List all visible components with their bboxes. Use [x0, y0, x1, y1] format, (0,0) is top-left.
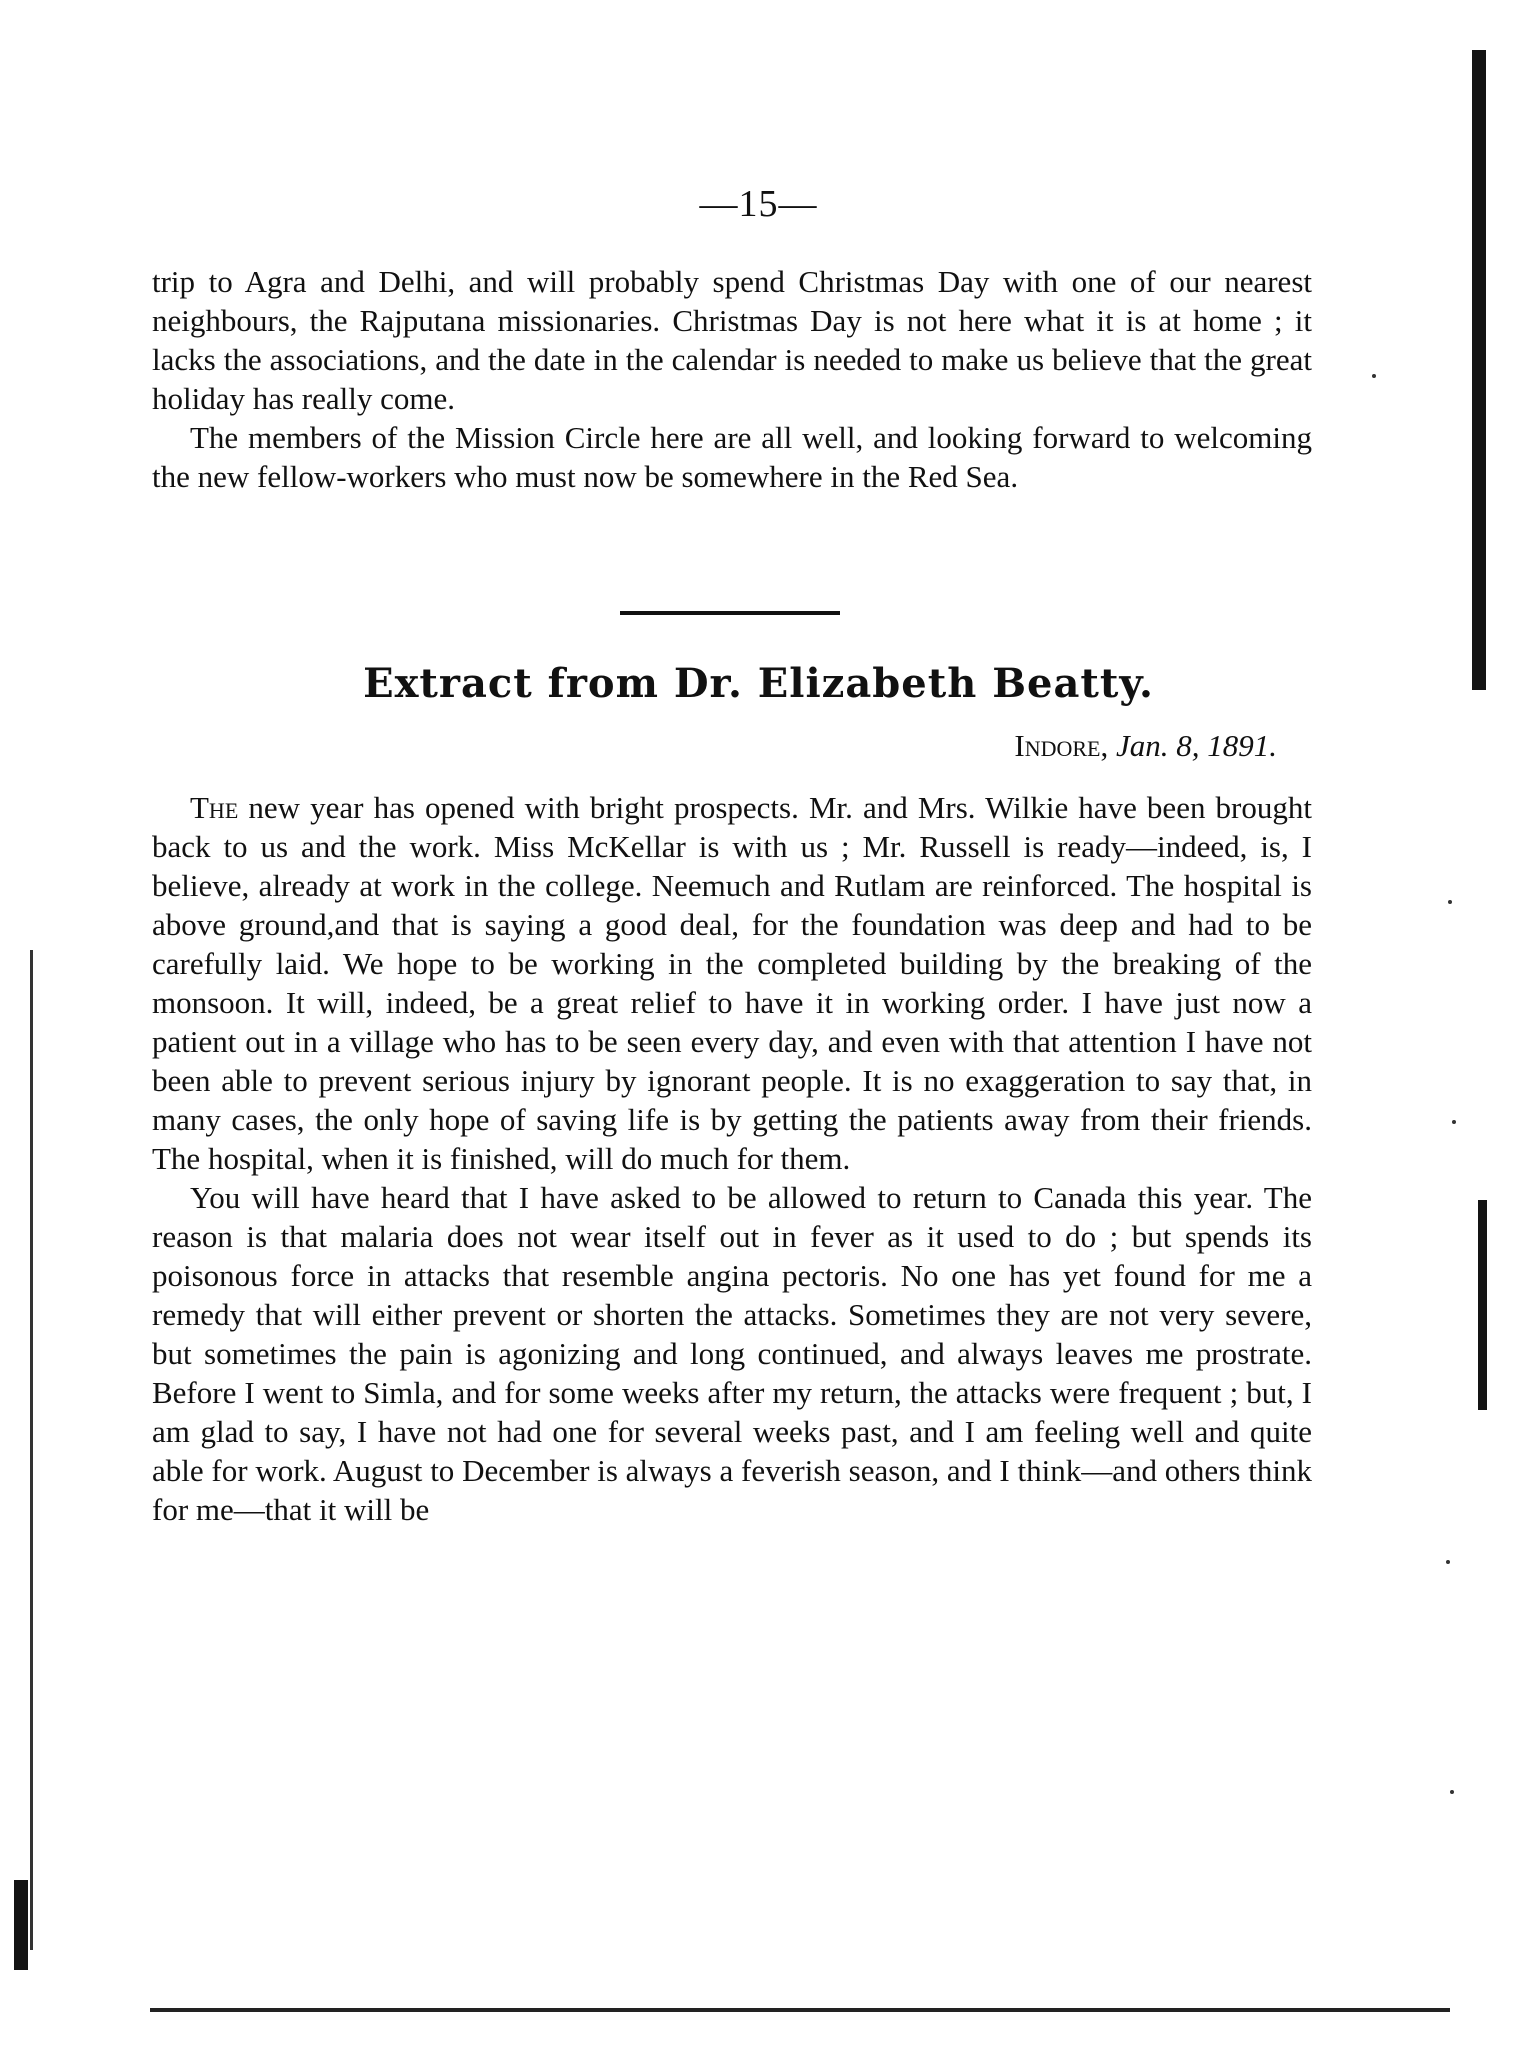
letter-paragraph-1: [152, 788, 1312, 1178]
dateline-date: Jan. 8, 1891.: [1115, 728, 1277, 763]
letter-text: [152, 788, 1312, 1529]
section-heading: Extract from Dr. Elizabeth Beatty.: [363, 660, 1154, 707]
letter-paragraph-2: You will have heard that I have asked to be allowed to return to Canada this year. The reason is that malaria does not wear itself out in fever as it used to do ; but spends its poisonous force in attacks that resemble angina pectoris. No one has yet found for me a remedy that will either prevent or shorten the attacks. Sometimes they are not very severe, but sometimes the pain is agonizing and long continued, and always leaves me prostrate. Before I went to Simla, and for some weeks after my return, the attacks were frequent ; but, I am glad to say, I have not had one for several weeks past, and I am feeling well and quite able for work. August to December is always a feverish season, and I think—and others think for me—that it will be: [152, 1180, 1312, 1527]
continuation-paragraph-2: The members of the Mission Circle here are all well, and looking forward to welcoming the new fellow-workers who must now be somewhere in the Red Sea.: [152, 420, 1312, 494]
scan-edge-shadow-right: [1472, 50, 1486, 690]
continuation-paragraph-1: trip to Agra and Delhi, and will probably spend Christmas Day with one of our nearest neighbours, the Rajputana missionaries. Christmas Day is not here what it is at home ; it lacks the associations, and the date in the calendar is needed to make us believe that the great holiday has really come.: [152, 264, 1312, 416]
scan-speckle: [1448, 900, 1452, 904]
scan-speckle: [1446, 1560, 1450, 1564]
scan-edge-shadow-right-lower: [1478, 1200, 1487, 1410]
letter-paragraph-1-body: new year has opened with bright prospects. Mr. and Mrs. Wilkie have been brought back to us and the work. Miss McKellar is with us ; Mr. Russell is ready—indeed, is, I believe, already at work in the college. Neemuch and Rutlam are reinforced. The hospital is above ground,and that is saying a good deal, for the foundation was deep and had to be carefully laid. We hope to be working in the completed building by the breaking of the monsoon. It will, indeed, be a great relief to have it in working order. I have just now a patient out in a village who has to be seen every day, and even with that attention I have not been able to prevent serious injury by ignorant people. It is no exaggeration to say that, in many cases, the only hope of saving life is by getting the patients away from their friends. The hospital, when it is finished, will do much for them.: [152, 790, 1312, 1176]
scan-edge-line-bottom: [150, 2008, 1450, 2012]
page-number: —15—: [699, 183, 818, 225]
scan-speckle: [1372, 374, 1376, 378]
scan-speckle: [1450, 1790, 1454, 1794]
scan-edge-line-left: [30, 950, 33, 1950]
scan-edge-shadow-left: [14, 1880, 28, 1970]
opening-word: The: [190, 790, 239, 825]
dateline-place: Indore,: [1014, 728, 1109, 763]
scan-speckle: [1452, 1120, 1456, 1124]
continuation-text: [152, 262, 1312, 496]
section-divider: [620, 611, 840, 615]
dateline: [1014, 728, 1277, 764]
